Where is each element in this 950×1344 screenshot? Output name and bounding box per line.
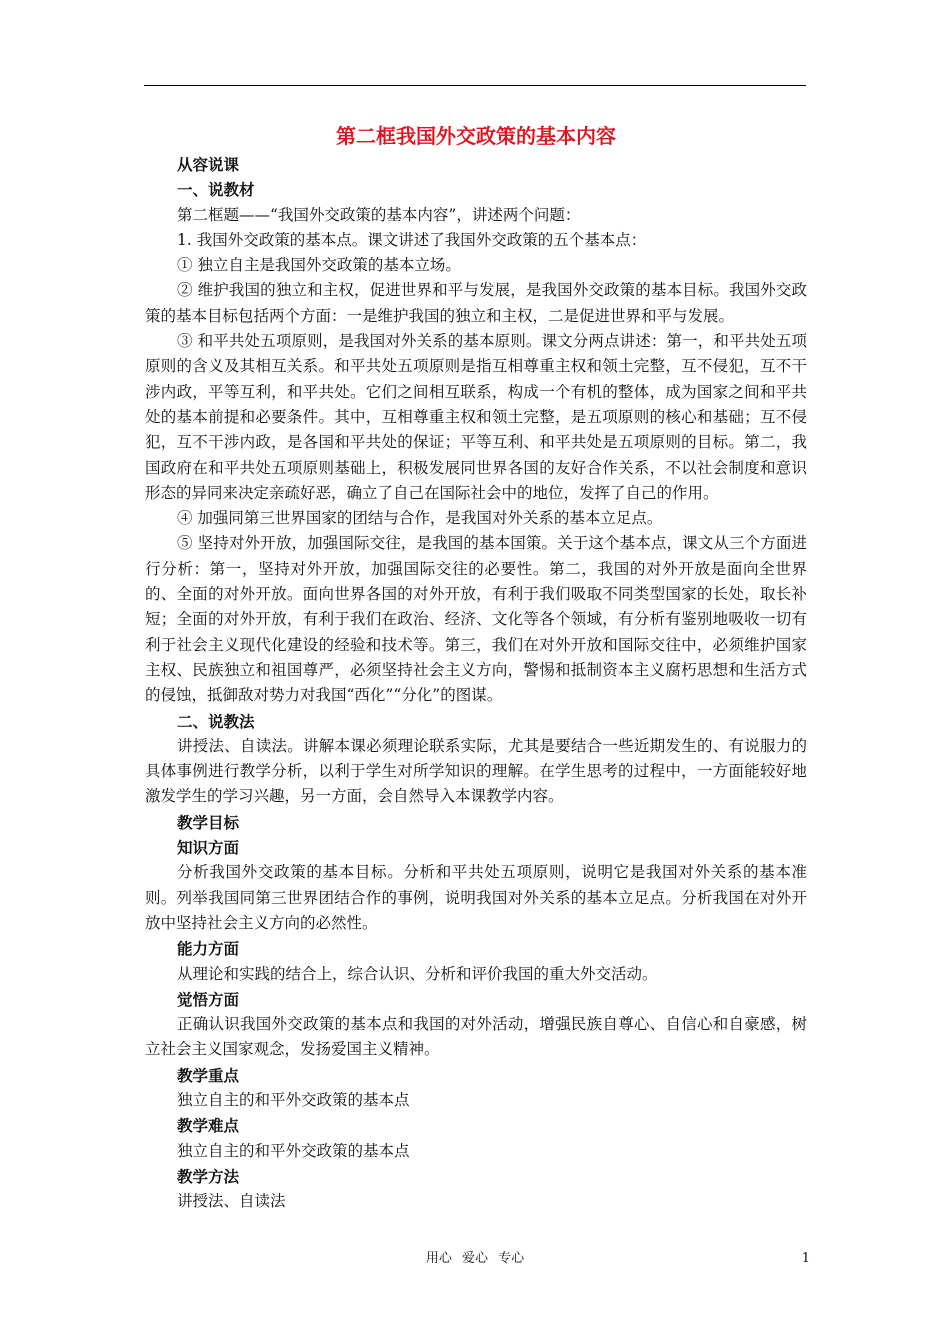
body-paragraph: 讲授法、自读法。讲解本课必须理论联系实际，尤其是要结合一些近期发生的、有说服力的具体事例进行教学分析，以利于学生对所学知识的理解。在学生思考的过程中，一方面能较好地激发学生的学习兴趣，另一方面，会自然导入本课教学内容。: [145, 736, 807, 806]
section-heading: 一、说教材: [177, 180, 255, 200]
document-body: [145, 121, 807, 1214]
body-paragraph: ③ 和平共处五项原则，是我国对外关系的基本原则。课文分两点讲述：第一，和平共处五项原则的含义及其相互关系。和平共处五项原则是指互相尊重主权和领土完整，互不侵犯，互不干涉内政，平等互利，和平共处。它们之间相互联系，构成一个有机的整体，成为国家之间和平共处的基本前提和必要条件。其中，互相尊重主权和领土完整，是五项原则的核心和基础；互不侵犯，互不干涉内政，是各国和平共处的保证；平等互利、和平共处是五项原则的目标。第二，我国政府在和平共处五项原则基础上，积极发展同世界各国的友好合作关系，不以社会制度和意识形态的异同来决定亲疏好恶，确立了自己在国际社会中的地位，发挥了自己的作用。: [145, 332, 807, 502]
body-paragraph: 独立自主的和平外交政策的基本点: [177, 1090, 410, 1109]
body-paragraph: 独立自主的和平外交政策的基本点: [177, 1141, 410, 1160]
body-paragraph: 正确认识我国外交政策的基本点和我国的对外活动，增强民族自尊心、自信心和自豪感，树立社会主义国家观念，发扬爱国主义精神。: [145, 1015, 807, 1059]
page-number: 1: [801, 1251, 810, 1266]
section-heading: 教学难点: [177, 1116, 240, 1136]
header-rule: [144, 85, 806, 86]
body-paragraph: 从理论和实践的结合上，综合认识、分析和评价我国的重大外交活动。: [177, 964, 658, 983]
section-heading: 觉悟方面: [177, 989, 240, 1009]
section-heading: 教学重点: [177, 1065, 240, 1085]
body-paragraph: ⑤ 坚持对外开放，加强国际交往，是我国的基本国策。关于这个基本点，课文从三个方面进行分析：第一，坚持对外开放，加强国际交往的必要性。第二，我国的对外开放是面向全世界的、全面的对外开放。面向世界各国的对外开放，有利于我们吸取不同类型国家的长处，取长补短；全面的对外开放，有利于我们在政治、经济、文化等各个领域，有分析有鉴别地吸收一切有利于社会主义现代化建设的经验和技术等。第三，我们在对外开放和国际交往中，必须维护国家主权、民族独立和祖国尊严，必须坚持社会主义方向，警惕和抵制资本主义腐朽思想和生活方式的侵蚀，抵御敌对势力对我国“西化”“分化”的图谋。: [145, 534, 807, 705]
body-paragraph: 分析我国外交政策的基本目标。分析和平共处五项原则，说明它是我国对外关系的基本准则。列举我国同第三世界团结合作的事例，说明我国对外关系的基本立足点。分析我国在对外开放中坚持社会主义方向的必然性。: [145, 863, 807, 932]
footer-motto: 用心 爱心 专心: [425, 1251, 525, 1266]
section-heading: 知识方面: [177, 838, 240, 858]
section-heading: 教学方法: [177, 1166, 240, 1186]
section-heading: 从容说课: [177, 155, 240, 174]
body-paragraph: 1. 我国外交政策的基本点。课文讲述了我国外交政策的五个基本点：: [177, 230, 647, 249]
document-title: 第二框我国外交政策的基本内容: [336, 124, 616, 148]
body-paragraph: ② 维护我国的独立和主权，促进世界和平与发展，是我国外交政策的基本目标。我国外交政策的基本目标包括两个方面：一是维护我国的独立和主权，二是促进世界和平与发展。: [145, 281, 807, 325]
section-heading: 能力方面: [177, 939, 240, 959]
body-paragraph: 第二框题——“我国外交政策的基本内容”，讲述两个问题：: [177, 205, 581, 224]
body-paragraph: ④ 加强同第三世界国家的团结与合作，是我国对外关系的基本立足点。: [177, 509, 663, 528]
body-paragraph: ① 独立自主是我国外交政策的基本立场。: [177, 256, 461, 275]
body-paragraph: 讲授法、自读法: [177, 1192, 286, 1211]
section-heading: 教学目标: [177, 812, 240, 832]
section-heading: 二、说教法: [177, 711, 255, 731]
